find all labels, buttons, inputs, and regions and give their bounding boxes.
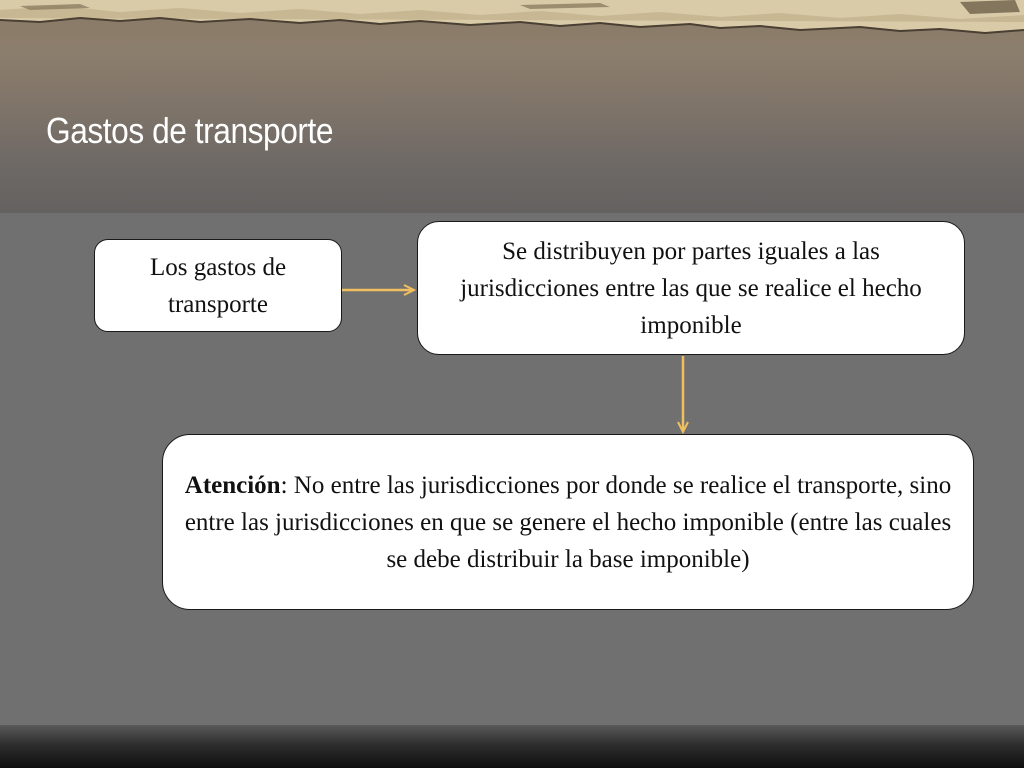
note-separator: :: [280, 471, 288, 499]
note-box: [162, 434, 974, 610]
source-box-text: Los gastos de transporte: [149, 253, 287, 318]
header-landscape-art: [0, 0, 1024, 40]
slide-header: [0, 0, 1024, 213]
slide-footer: [0, 725, 1024, 768]
note-body: No entre las jurisdicciones por donde se realice el transporte, sino entre las jurisdicciones en que se genere el hecho imponible (entre las cuales se debe distribuir la base imponible): [184, 471, 952, 573]
rule-box-text: Se distribuyen por partes iguales a las jurisdicciones entre las que se realice el hecho imponible: [460, 237, 922, 339]
slide-title: Gastos de transporte: [46, 110, 334, 151]
rule-box: [417, 221, 965, 355]
note-label: Atención: [184, 471, 281, 499]
source-box: [94, 239, 342, 332]
note-box-text: [183, 467, 953, 578]
